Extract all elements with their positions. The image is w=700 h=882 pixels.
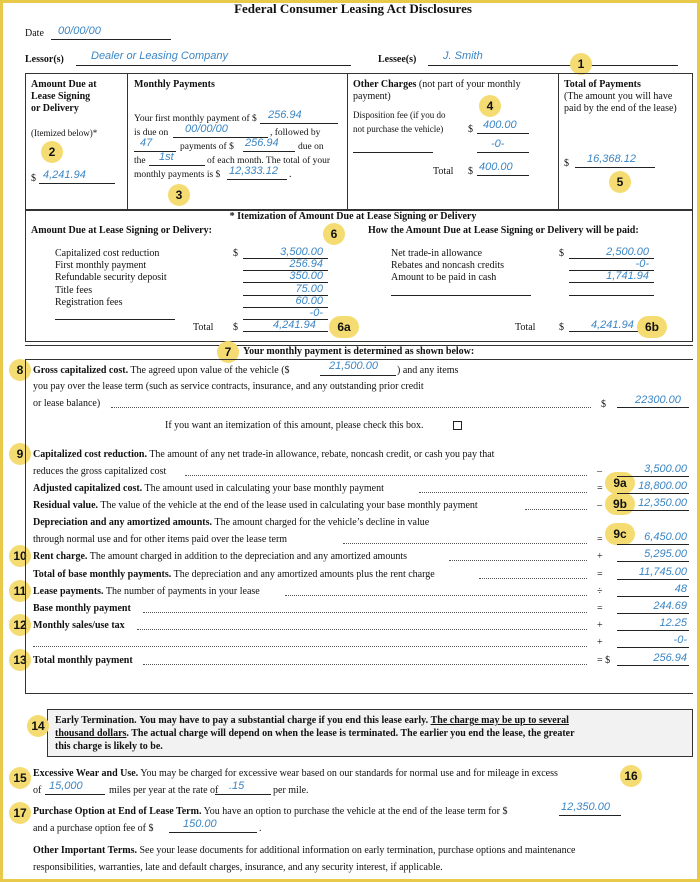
base-monthly-label: Base monthly payment	[33, 603, 131, 614]
followed-by-text: , followed by	[270, 128, 321, 138]
other-total-value[interactable]: 400.00	[479, 161, 513, 173]
purchase-period: .	[259, 823, 262, 834]
gross-cap-label: Gross capitalized cost.	[33, 365, 129, 376]
total-payments-dollar: $	[564, 158, 569, 169]
calc-value-rent[interactable]: 5,295.00	[644, 548, 687, 560]
badge-9c: 9c	[605, 523, 635, 545]
lease-payments-text: The number of payments in your lease	[105, 586, 260, 597]
lessee-value[interactable]: J. Smith	[443, 50, 483, 62]
determined-heading: Your monthly payment is determined as shown below:	[243, 346, 475, 357]
deprec-label-line	[33, 517, 429, 529]
badge-8: 8	[9, 359, 31, 381]
badge-5: 5	[609, 171, 631, 193]
calc-operator-adjcap: =	[597, 483, 603, 494]
payment-day-value[interactable]: 1st	[159, 151, 174, 163]
itemization-left-value[interactable]: 350.00	[289, 270, 323, 283]
calc-value-capred[interactable]: 3,500.00	[644, 463, 687, 475]
badge-9a: 9a	[605, 472, 635, 494]
total-payments-value[interactable]: 16,368.12	[587, 153, 636, 165]
itemization-left-label: First monthly payment	[55, 260, 147, 272]
early-text-2: . The actual charge will depend on when the lease is terminated. The earlier you end the lease, the greater	[126, 728, 575, 739]
badge-6a: 6a	[329, 316, 359, 338]
calc-value-leasepay[interactable]: 48	[674, 583, 687, 595]
calc-operator-totalbase: =	[597, 569, 603, 580]
itemization-right-dollar: $	[559, 248, 564, 259]
calc-operator-basemonthly: =	[597, 603, 603, 614]
itemization-right-value[interactable]: -0-	[635, 258, 649, 271]
badge-12: 12	[9, 614, 31, 636]
rent-label: Rent charge.	[33, 551, 88, 562]
deprec-text: The amount charged for the vehicle’s decline in value	[214, 517, 430, 528]
first-payment-text: Your first monthly payment of $	[134, 114, 257, 124]
calc-value-residual[interactable]: 12,350.00	[638, 497, 687, 509]
gross-cap-dollar: $	[601, 399, 606, 410]
calc-value-totalmonthly[interactable]: 256.94	[653, 652, 687, 664]
other-charges-heading-2: payment)	[353, 91, 391, 102]
disposition-dollar: $	[468, 124, 473, 135]
badge-6b: 6b	[637, 316, 667, 338]
gross-cap-line-1	[33, 365, 290, 377]
left-total-dollar: $	[233, 322, 238, 333]
other-terms-line-1	[33, 845, 575, 857]
total-monthly-text: monthly payments is $	[134, 170, 221, 180]
badge-2: 2	[41, 141, 63, 163]
itemization-right-heading: How the Amount Due at Lease Signing or Delivery will be paid:	[368, 225, 639, 236]
calc-value-totalbase[interactable]: 11,745.00	[638, 566, 687, 578]
other-total-label: Total	[433, 166, 454, 177]
rent-text: The amount charged in addition to the depreciation and any amortized amounts	[89, 551, 407, 562]
itemization-right-label: Amount to be paid in cash	[391, 272, 497, 284]
itemization-right-value[interactable]: 2,500.00	[606, 246, 649, 258]
other-total-dollar: $	[468, 166, 473, 177]
other-terms-text-2: responsibilities, warranties, late and default charges, insurance, and any security interest, if applicable.	[33, 862, 443, 873]
amount-due-heading-1: Amount Due at	[31, 79, 97, 90]
disposition-fee-label-2: not purchase the vehicle)	[353, 124, 444, 134]
total-payments-heading: Total of Payments	[564, 79, 641, 90]
date-label: Date	[25, 28, 44, 39]
total-monthly-payments-value[interactable]: 12,333.12	[229, 165, 278, 177]
adj-cap-label: Adjusted capitalized cost.	[33, 483, 143, 494]
itemization-left-value[interactable]: 60.00	[295, 294, 323, 307]
total-payments-note-1: (The amount you will have	[564, 91, 673, 102]
other-terms-label: Other Important Terms.	[33, 845, 137, 856]
purchase-text-2: and a purchase option fee of $	[33, 823, 154, 834]
gross-cap-text-1b: ) and any items	[397, 365, 459, 376]
calc-operator-rent: +	[597, 551, 603, 562]
amount-due-heading-3: or Delivery	[31, 103, 79, 114]
wear-label: Excessive Wear and Use.	[33, 768, 139, 779]
deprec-label: Depreciation and any amortized amounts.	[33, 517, 212, 528]
total-payments-note-2: paid by the end of the lease)	[564, 103, 677, 114]
other-terms-text-1: See your lease documents for additional information on early termination, purchase options and maintenance	[139, 845, 576, 856]
right-total-label: Total	[515, 322, 536, 333]
calc-operator-salestax: +	[597, 620, 603, 631]
calc-operator-capred: –	[597, 466, 602, 477]
calc-operator-totalmonthly: = $	[597, 655, 611, 666]
wear-line-1	[33, 768, 558, 780]
other-charge-blank-value[interactable]: -0-	[491, 138, 505, 150]
sales-tax-label: Monthly sales/use tax	[33, 620, 125, 631]
calc-operator-residual: –	[597, 500, 602, 511]
each-month-text: of each month. The total of your	[207, 156, 331, 166]
cap-reduction-line-1	[33, 449, 494, 461]
payment-count-value[interactable]: 47	[140, 137, 153, 149]
calc-value-blankrow[interactable]: -0-	[673, 634, 687, 646]
itemize-checkbox-text: If you want an itemization of this amount, please check this box.	[165, 420, 424, 431]
wear-miles-value[interactable]: 15,000	[49, 780, 83, 792]
total-base-text: The depreciation and any amortized amounts plus the rent charge	[173, 569, 435, 580]
wear-rate-value[interactable]: .15	[229, 780, 245, 792]
due-date-value[interactable]: 00/00/00	[185, 123, 228, 135]
badge-16: 16	[620, 765, 642, 787]
badge-14: 14	[27, 715, 49, 737]
badge-11: 11	[9, 580, 31, 602]
right-total-dollar: $	[559, 322, 564, 333]
itemization-left-label: Title fees	[55, 284, 93, 296]
badge-17: 17	[9, 802, 31, 824]
lessee-label: Lessee(s)	[378, 54, 417, 65]
adj-cap-line	[33, 483, 384, 495]
early-line-2	[55, 728, 575, 740]
first-payment-value[interactable]: 256.94	[268, 109, 302, 121]
lease-payments-line	[33, 586, 260, 598]
wear-of: of	[33, 785, 42, 796]
itemization-right-value[interactable]: 1,741.94	[606, 270, 649, 283]
payments-of-text: payments of $	[180, 142, 234, 152]
badge-6: 6	[323, 223, 345, 245]
total-base-label: Total of base monthly payments.	[33, 569, 172, 580]
purchase-fee-value[interactable]: 150.00	[183, 818, 217, 830]
badge-15: 15	[9, 767, 31, 789]
badge-1: 1	[570, 53, 592, 75]
purchase-text-1: You have an option to purchase the vehicle at the end of the lease term for $	[203, 806, 508, 817]
vehicle-value[interactable]: 21,500.00	[329, 360, 378, 372]
monthly-heading: Monthly Payments	[134, 79, 215, 90]
badge-9b: 9b	[605, 493, 635, 515]
itemization-left-label: Capitalized cost reduction	[55, 248, 160, 259]
date-value[interactable]: 00/00/00	[58, 25, 101, 37]
gross-cap-text: The agreed upon value of the vehicle ($	[130, 365, 290, 376]
itemization-right-label: Net trade-in allowance	[391, 248, 483, 259]
badge-9: 9	[9, 443, 31, 465]
purchase-price-value[interactable]: 12,350.00	[561, 801, 610, 813]
lease-payments-label: Lease payments.	[33, 586, 104, 597]
amount-due-heading-2: Lease Signing	[31, 91, 91, 102]
itemization-left-heading: Amount Due at Lease Signing or Delivery:	[31, 225, 212, 236]
calc-operator-leasepay: ÷	[597, 586, 603, 597]
cap-reduction-text-2: reduces the gross capitalized cost	[33, 466, 167, 477]
early-text-1: You may have to pay a substantial charge if you end this lease early.	[139, 715, 429, 726]
calc-value-adjcap[interactable]: 18,800.00	[638, 480, 687, 492]
wear-text-2: miles per year at the rate of	[109, 785, 219, 796]
badge-3: 3	[168, 184, 190, 206]
early-underline-2: thousand dollars	[55, 728, 127, 739]
itemization-left-value[interactable]: 256.94	[289, 258, 323, 271]
form-title: Federal Consumer Leasing Act Disclosures	[234, 1, 472, 16]
early-line-1	[55, 715, 569, 727]
calc-value-deprec[interactable]: 6,450.00	[644, 531, 687, 543]
cap-reduction-text: The amount of any net trade-in allowance, rebate, noncash credit, or cash you pay that	[149, 449, 495, 460]
right-total-value[interactable]: 4,241.94	[591, 319, 634, 331]
amount-due-value[interactable]: 4,241.94	[43, 169, 86, 181]
early-text-3: this charge is likely to be.	[55, 741, 163, 752]
other-charges-heading	[353, 79, 521, 91]
left-total-label: Total	[193, 322, 214, 333]
purchase-line-1	[33, 806, 507, 818]
badge-13: 13	[9, 649, 31, 671]
badge-4: 4	[479, 95, 501, 117]
lessor-value[interactable]: Dealer or Leasing Company	[91, 50, 228, 62]
itemization-right-label: Rebates and noncash credits	[391, 260, 505, 272]
itemization-left-value[interactable]: -0-	[309, 307, 323, 319]
badge-7: 7	[217, 341, 239, 363]
other-charges-title: Other Charges	[353, 79, 417, 90]
early-label: Early Termination.	[55, 715, 137, 726]
gross-cap-text-3: or lease balance)	[33, 398, 101, 409]
due-on-text-2: due on	[298, 142, 324, 152]
itemization-left-label: Refundable security deposit	[55, 272, 167, 284]
residual-line	[33, 500, 478, 512]
badge-10: 10	[9, 545, 31, 567]
adj-cap-text: The amount used in calculating your base monthly payment	[144, 483, 384, 494]
wear-text-3: per mile.	[273, 785, 309, 796]
itemization-left-value[interactable]: 3,500.00	[280, 246, 323, 258]
residual-text: The value of the vehicle at the end of the lease used in calculating your base monthly payment	[100, 500, 478, 511]
disposition-fee-label-1: Disposition fee (if you do	[353, 110, 446, 120]
wear-text-1: You may be charged for excessive wear based on our standards for normal use and for mileage in excess	[140, 768, 558, 779]
calc-value-salestax[interactable]: 12.25	[659, 617, 687, 629]
left-total-value[interactable]: 4,241.94	[273, 319, 316, 331]
payment-amount-value[interactable]: 256.94	[245, 137, 279, 149]
cap-reduction-label: Capitalized cost reduction.	[33, 449, 147, 460]
residual-label: Residual value.	[33, 500, 99, 511]
itemization-heading: * Itemization of Amount Due at Lease Signing or Delivery	[229, 211, 477, 222]
rent-line	[33, 551, 407, 563]
due-on-text: is due on	[134, 128, 169, 138]
disposition-fee-value[interactable]: 400.00	[483, 119, 517, 131]
itemized-below-note: (Itemized below)*	[31, 128, 98, 138]
total-monthly-label: Total monthly payment	[33, 655, 133, 666]
deprec-text-2: through normal use and for other items paid over the lease term	[33, 534, 288, 545]
itemization-left-label: Registration fees	[55, 296, 123, 308]
purchase-label: Purchase Option at End of Lease Term.	[33, 806, 202, 817]
gross-cap-text-2: you pay over the lease term (such as service contracts, insurance, and any outstanding prior credit	[33, 381, 424, 392]
other-charges-note: (not part of your monthly	[418, 79, 521, 90]
calc-value-basemonthly[interactable]: 244.69	[653, 600, 687, 612]
calc-operator-deprec: =	[597, 534, 603, 545]
amount-due-dollar: $	[31, 173, 36, 184]
itemization-left-value[interactable]: 75.00	[295, 282, 323, 295]
itemize-checkbox[interactable]	[453, 421, 462, 430]
the-text: the	[134, 156, 146, 166]
calc-operator-blankrow: +	[597, 637, 603, 648]
period-text: .	[289, 169, 292, 180]
gross-cap-value[interactable]: 22300.00	[635, 394, 681, 406]
total-base-line	[33, 569, 435, 581]
itemization-left-dollar: $	[233, 248, 238, 259]
lessor-label: Lessor(s)	[25, 54, 64, 65]
early-underline-1: The charge may be up to several	[430, 715, 569, 726]
